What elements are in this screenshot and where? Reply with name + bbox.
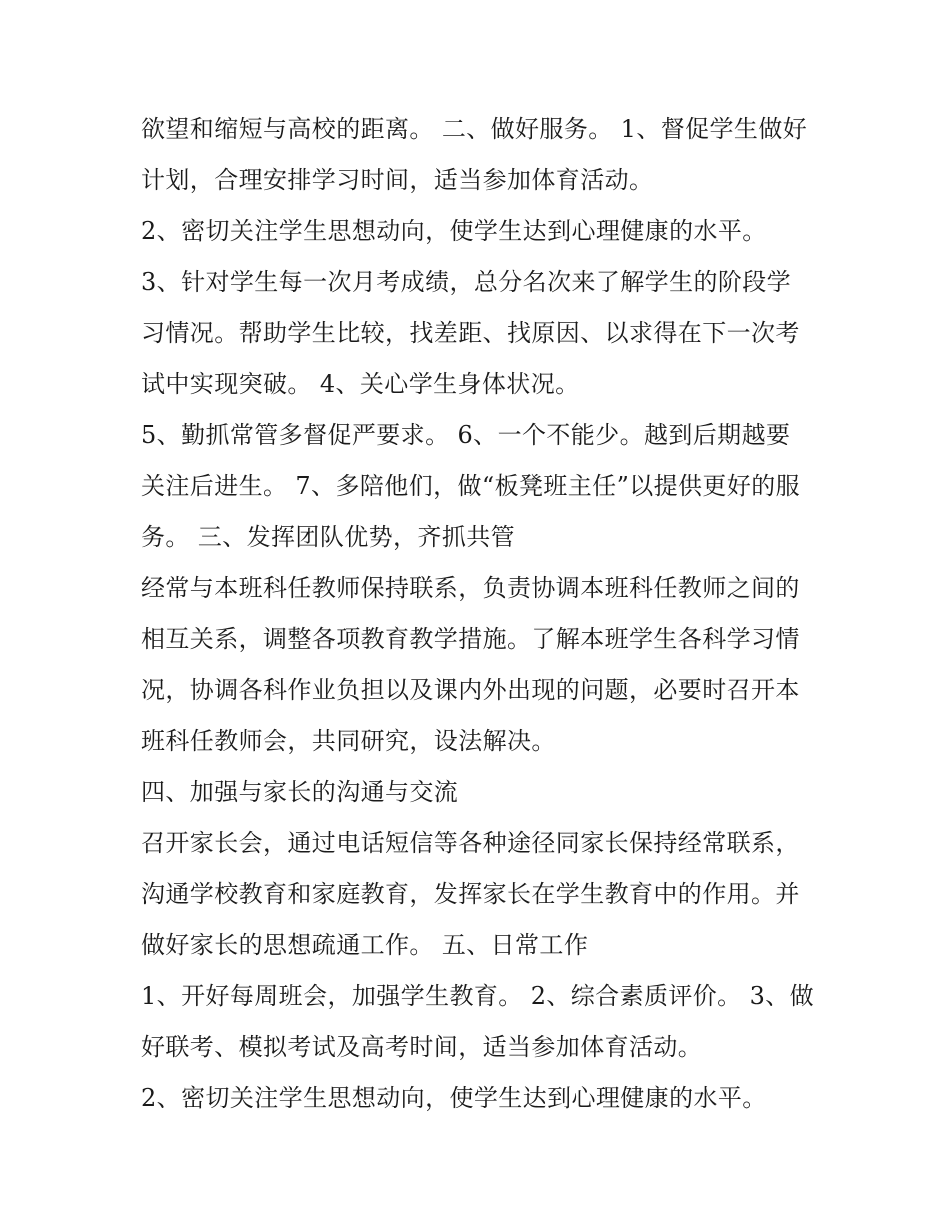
text-line: 5、勤抓常管多督促严要求。 6、一个不能少。越到后期越要 bbox=[141, 421, 791, 449]
text-line: 关注后进生。 7、多陪他们，做“板凳班主任”以提供更好的服 bbox=[141, 472, 801, 500]
text-line: 召开家长会，通过电话短信等各种途径同家长保持经常联系， bbox=[141, 829, 800, 857]
text-line: 计划，合理安排学习时间，适当参加体育活动。 bbox=[141, 166, 654, 194]
section-heading: 四、加强与家长的沟通与交流 bbox=[141, 778, 459, 806]
text-line: 欲望和缩短与高校的距离。 二、做好服务。 1、督促学生做好 bbox=[141, 115, 808, 143]
text-line: 3、针对学生每一次月考成绩，总分名次来了解学生的阶段学 bbox=[141, 268, 792, 296]
text-line: 班科任教师会，共同研究，设法解决。 bbox=[141, 727, 556, 755]
text-line: 务。 三、发挥团队优势，齐抓共管 bbox=[141, 523, 516, 551]
text-line: 2、密切关注学生思想动向，使学生达到心理健康的水平。 bbox=[141, 217, 767, 245]
text-line: 况，协调各科作业负担以及课内外出现的问题，必要时召开本 bbox=[141, 676, 800, 704]
text-line: 做好家长的思想疏通工作。 五、日常工作 bbox=[141, 931, 589, 959]
text-line: 经常与本班科任教师保持联系，负责协调本班科任教师之间的 bbox=[141, 574, 800, 602]
text-line: 习情况。帮助学生比较，找差距、找原因、以求得在下一次考 bbox=[141, 319, 800, 347]
document-body bbox=[141, 104, 821, 1124]
text-line: 2、密切关注学生思想动向，使学生达到心理健康的水平。 bbox=[141, 1084, 767, 1112]
text-line: 试中实现突破。 4、关心学生身体状况。 bbox=[141, 370, 580, 398]
text-line: 好联考、模拟考试及高考时间，适当参加体育活动。 bbox=[141, 1033, 703, 1061]
text-line: 沟通学校教育和家庭教育，发挥家长在学生教育中的作用。并 bbox=[141, 880, 800, 908]
text-line: 1、开好每周班会，加强学生教育。 2、综合素质评价。 3、做 bbox=[141, 982, 815, 1010]
text-line: 相互关系，调整各项教育教学措施。了解本班学生各科学习情 bbox=[141, 625, 800, 653]
